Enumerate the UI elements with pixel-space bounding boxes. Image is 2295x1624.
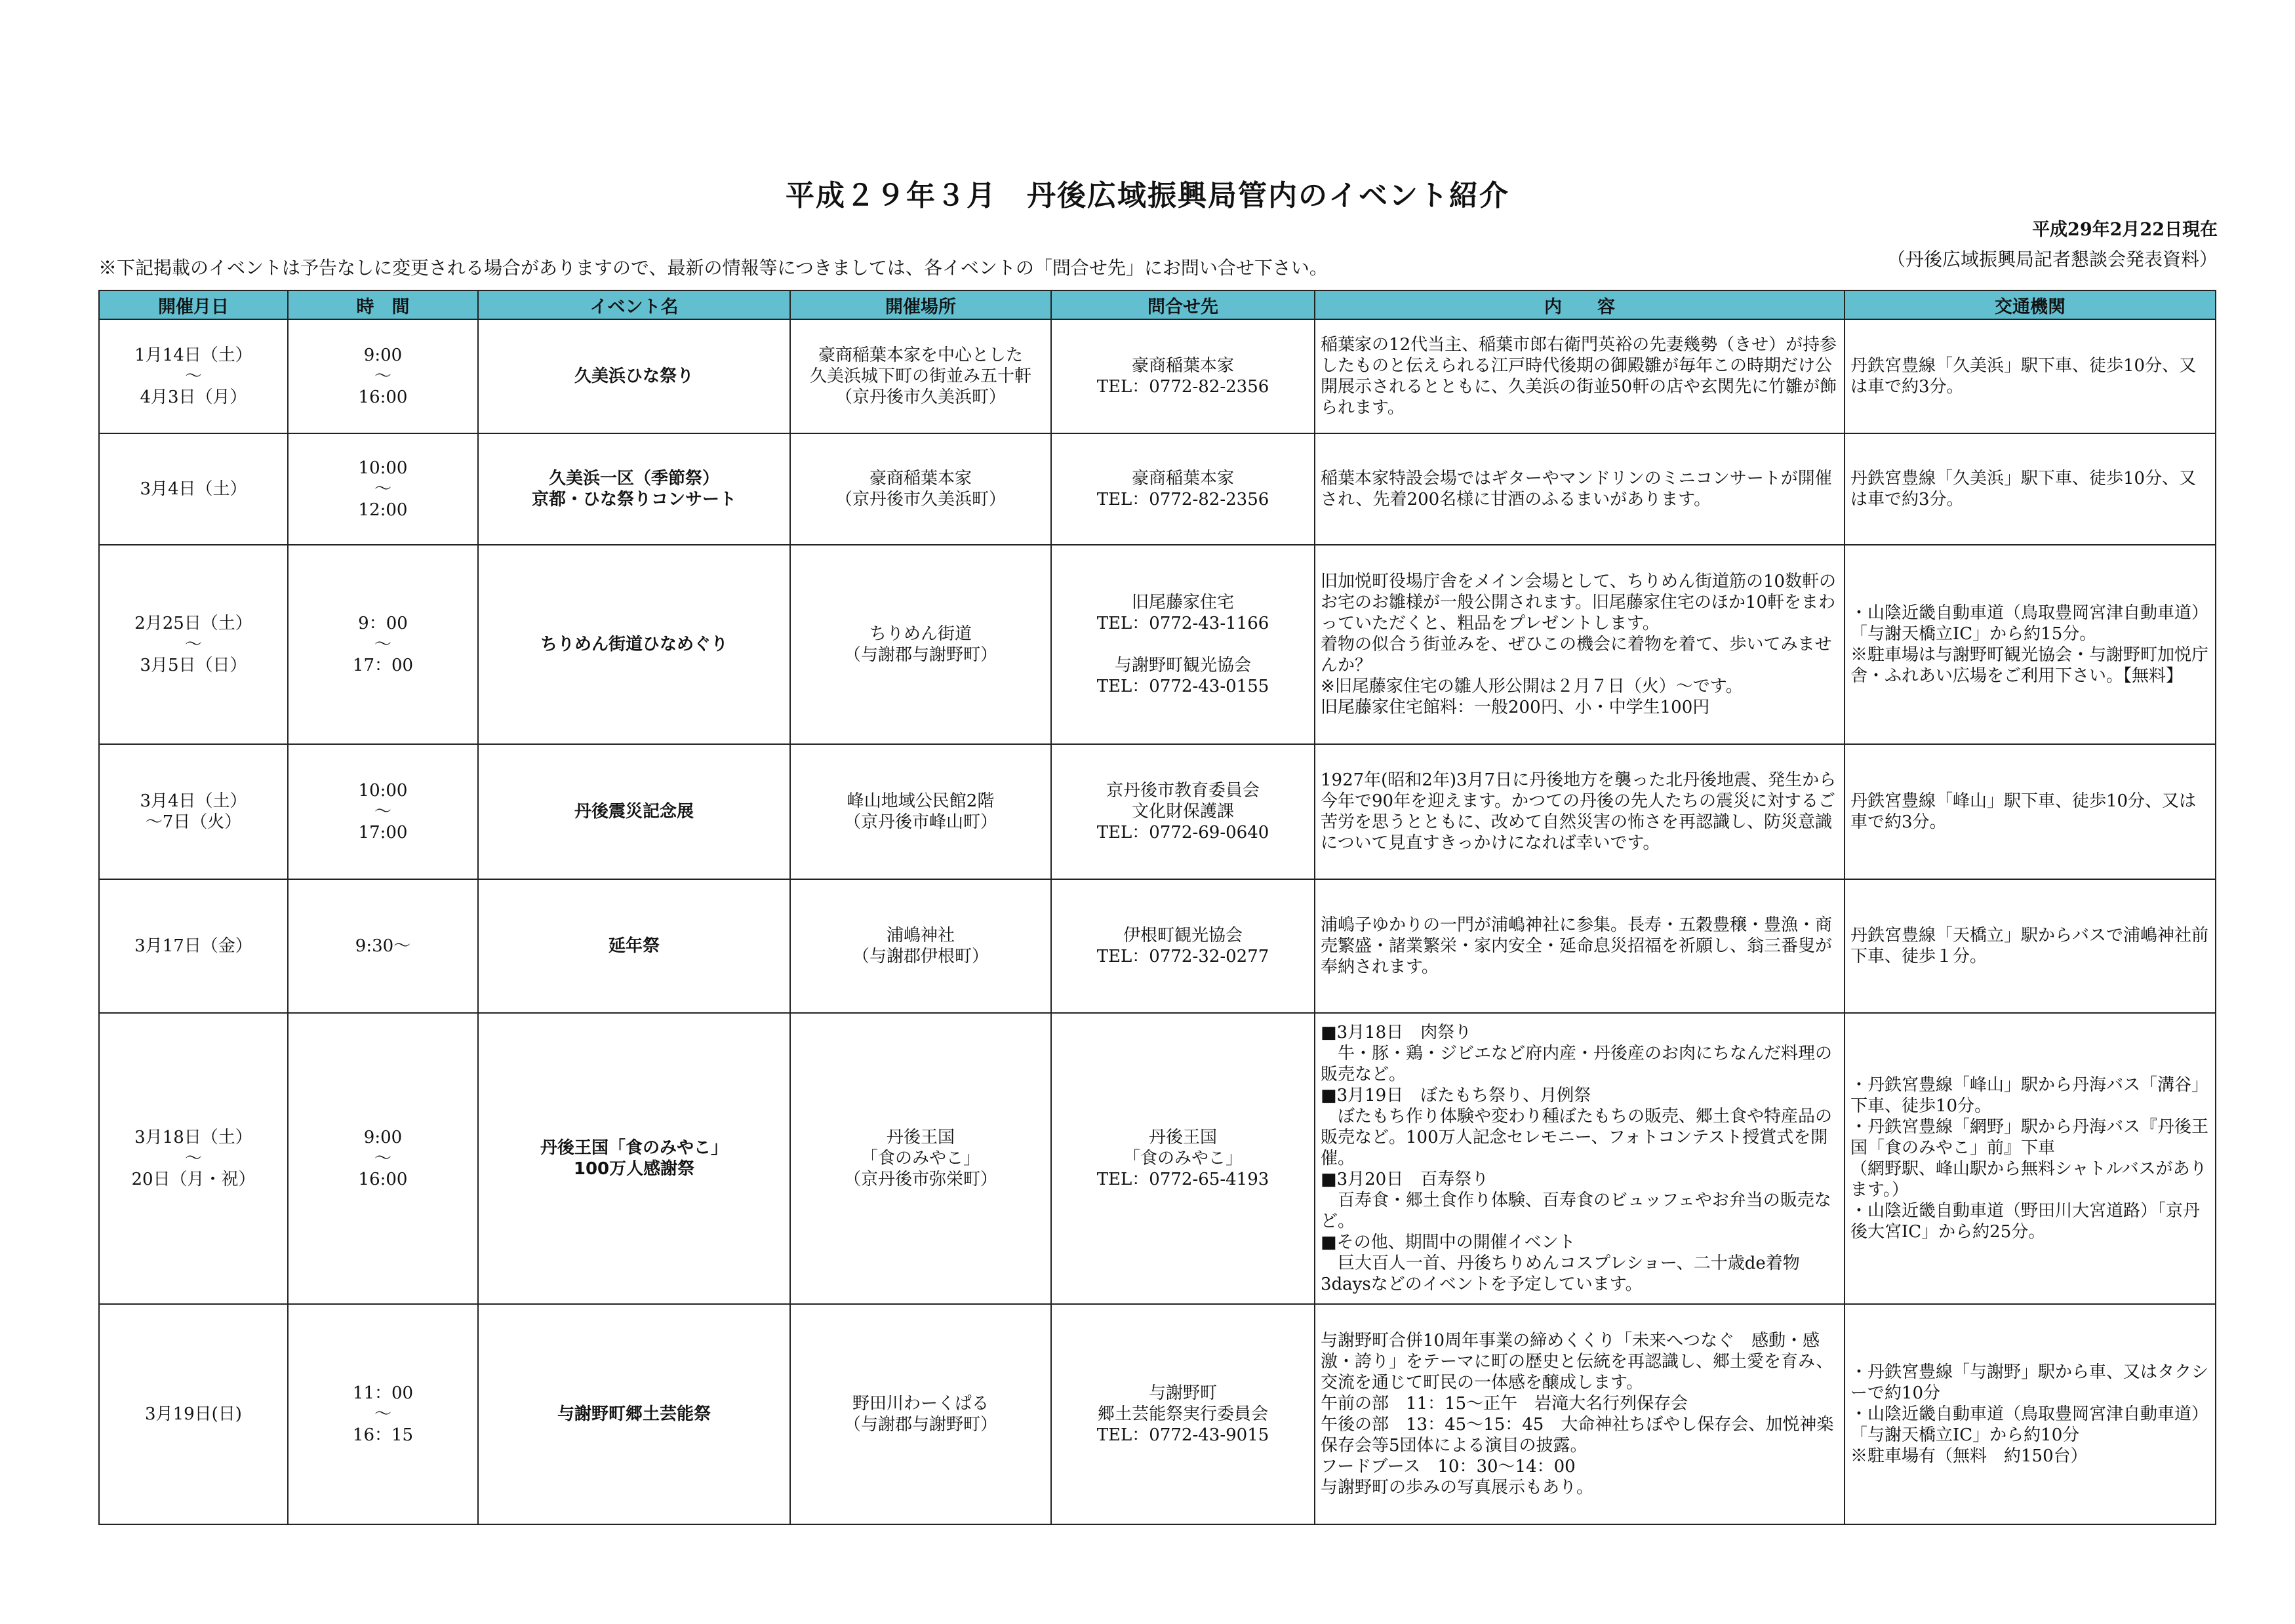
event-contact: 豪商稲葉本家 TEL：0772-82-2356	[1051, 433, 1315, 545]
event-description: ■3月18日 肉祭り 牛・豚・鶏・ジビエなど府内産・丹後産のお肉にちなんだ料理の販売など。 ■3月19日 ぼたもち祭り、月例祭 ぼたもち作り体験や変わり種ぼたもちの販売、郷土食や特産品の販売など。100万人記念セレモニー、フォトコンテスト授賞式を開催。 ■3月20日 百寿祭り 百寿食・郷土食作り体験、百寿食のビュッフェやお弁当の販売など。 ■その他、期間中の開催イベント 巨大百人一首、丹後ちりめんコスプレショー、二十歳de着物3daysなどのイベントを予定しています。	[1315, 1013, 1845, 1304]
event-transport: ・山陰近畿自動車道（鳥取豊岡宮津自動車道）「与謝天橋立IC」から約15分。 ※駐車場は与謝野町観光協会・与謝野町加悦庁舎・ふれあい広場をご利用下さい。【無料】	[1845, 545, 2216, 744]
event-transport: ・丹鉄宮豊線「与謝野」駅から車、又はタクシーで約10分 ・山陰近畿自動車道（鳥取豊岡宮津自動車道）「与謝天橋立IC」から約10分 ※駐車場有（無料 約150台）	[1845, 1304, 2216, 1524]
event-contact: 丹後王国 「食のみやこ」 TEL：0772-65-4193	[1051, 1013, 1315, 1304]
event-date: 3月17日（金）	[99, 879, 288, 1013]
header-date: 開催月日	[99, 290, 288, 319]
header-description: 内 容	[1315, 290, 1845, 319]
event-name: 与謝野町郷土芸能祭	[478, 1304, 790, 1524]
event-description: 1927年(昭和2年)3月7日に丹後地方を襲った北丹後地震、発生から今年で90年を迎えます。かつての丹後の先人たちの震災に対するご苦労を思うとともに、改めて自然災害の怖さを再認識し、防災意識について見直すきっかけになれば幸いです。	[1315, 744, 1845, 879]
event-description: 稲葉家の12代当主、稲葉市郎右衛門英裕の先妻幾勢（きせ）が持参したものと伝えられる江戸時代後期の御殿雛が毎年この時期だけ公開展示されるとともに、久美浜の街並50軒の店や玄関先に竹雛が飾られます。	[1315, 319, 1845, 433]
events-table	[98, 290, 2216, 1525]
header-time: 時 間	[288, 290, 478, 319]
event-venue: 峰山地域公民館2階 （京丹後市峰山町）	[790, 744, 1051, 879]
event-contact: 伊根町観光協会 TEL：0772-32-0277	[1051, 879, 1315, 1013]
table-row	[99, 545, 2216, 744]
header-transport: 交通機関	[1845, 290, 2216, 319]
event-description: 浦嶋子ゆかりの一門が浦嶋神社に参集。長寿・五穀豊穣・豊漁・商売繁盛・諸業繁栄・家内安全・延命息災招福を祈願し、翁三番叟が奉納されます。	[1315, 879, 1845, 1013]
event-name: 丹後王国「食のみやこ」 100万人感謝祭	[478, 1013, 790, 1304]
event-time: 10:00 ～ 17:00	[288, 744, 478, 879]
event-name: 久美浜ひな祭り	[478, 319, 790, 433]
disclaimer-note: ※下記掲載のイベントは予告なしに変更される場合がありますので、最新の情報等につきましては、各イベントの「問合せ先」にお問い合せ下さい。	[98, 257, 1328, 279]
event-date: 3月4日（土） ～7日（火）	[99, 744, 288, 879]
header-event-name: イベント名	[478, 290, 790, 319]
header-contact: 問合せ先	[1051, 290, 1315, 319]
event-date: 1月14日（土） ～ 4月3日（月）	[99, 319, 288, 433]
event-date: 2月25日（土） ～ 3月5日（日）	[99, 545, 288, 744]
event-date: 3月4日（土）	[99, 433, 288, 545]
event-venue: 豪商稲葉本家 （京丹後市久美浜町）	[790, 433, 1051, 545]
event-description: 稲葉本家特設会場ではギターやマンドリンのミニコンサートが開催され、先着200名様に甘酒のふるまいがあります。	[1315, 433, 1845, 545]
event-transport: 丹鉄宮豊線「久美浜」駅下車、徒歩10分、又は車で約3分。	[1845, 319, 2216, 433]
event-transport: 丹鉄宮豊線「久美浜」駅下車、徒歩10分、又は車で約3分。	[1845, 433, 2216, 545]
event-time: 9:00 ～ 16:00	[288, 319, 478, 433]
event-time: 9：00 ～ 17：00	[288, 545, 478, 744]
event-name: 丹後震災記念展	[478, 744, 790, 879]
event-venue: 野田川わーくぱる （与謝郡与謝野町）	[790, 1304, 1051, 1524]
event-transport: 丹鉄宮豊線「峰山」駅下車、徒歩10分、又は車で約3分。	[1845, 744, 2216, 879]
table-row	[99, 433, 2216, 545]
event-venue: ちりめん街道 （与謝郡与謝野町）	[790, 545, 1051, 744]
table-header-row	[99, 290, 2216, 319]
event-time: 9:30～	[288, 879, 478, 1013]
event-venue: 豪商稲葉本家を中心とした 久美浜城下町の街並み五十軒 （京丹後市久美浜町）	[790, 319, 1051, 433]
event-venue: 丹後王国 「食のみやこ」 （京丹後市弥栄町）	[790, 1013, 1051, 1304]
event-name: 久美浜一区（季節祭） 京都・ひな祭りコンサート	[478, 433, 790, 545]
table-row	[99, 1013, 2216, 1304]
event-name: ちりめん街道ひなめぐり	[478, 545, 790, 744]
event-contact: 旧尾藤家住宅 TEL：0772-43-1166 与謝野町観光協会 TEL：0772-43-0155	[1051, 545, 1315, 744]
page-title: 平成２９年３月 丹後広域振興局管内のイベント紹介	[786, 179, 1509, 212]
as-of-date: 平成29年2月22日現在	[2032, 220, 2218, 240]
event-contact: 与謝野町 郷土芸能祭実行委員会 TEL：0772-43-9015	[1051, 1304, 1315, 1524]
event-description: 与謝野町合併10周年事業の締めくくり「未来へつなぐ 感動・感激・誇り」をテーマに町の歴史と伝統を再認識し、郷土愛を育み、交流を通じて町民の一体感を醸成します。 午前の部 11：15～正午 岩滝大名行列保存会 午後の部 13：45～15：45 大命神社ちぼやし保存会、加悦神楽保存会等5団体による演目の披露。 フードブース 10：30～14：00 与謝野町の歩みの写真展示もあり。	[1315, 1304, 1845, 1524]
event-date: 3月18日（土） ～ 20日（月・祝）	[99, 1013, 288, 1304]
event-description: 旧加悦町役場庁舎をメイン会場として、ちりめん街道筋の10数軒のお宅のお雛様が一般公開されます。旧尾藤家住宅のほか10軒をまわっていただくと、粗品をプレゼントします。 着物の似合う街並みを、ぜひこの機会に着物を着て、歩いてみませんか？ ※旧尾藤家住宅の雛人形公開は２月７日（火）～です。 旧尾藤家住宅館料：一般200円、小・中学生100円	[1315, 545, 1845, 744]
table-row	[99, 319, 2216, 433]
event-contact: 京丹後市教育委員会 文化財保護課 TEL：0772-69-0640	[1051, 744, 1315, 879]
event-venue: 浦嶋神社 （与謝郡伊根町）	[790, 879, 1051, 1013]
header-venue: 開催場所	[790, 290, 1051, 319]
event-transport: 丹鉄宮豊線「天橋立」駅からバスで浦嶋神社前下車、徒歩１分。	[1845, 879, 2216, 1013]
event-time: 10:00 ～ 12:00	[288, 433, 478, 545]
event-contact: 豪商稲葉本家 TEL：0772-82-2356	[1051, 319, 1315, 433]
event-name: 延年祭	[478, 879, 790, 1013]
table-row	[99, 744, 2216, 879]
table-row	[99, 879, 2216, 1013]
table-row	[99, 1304, 2216, 1524]
event-time: 9:00 ～ 16:00	[288, 1013, 478, 1304]
event-time: 11：00 ～ 16：15	[288, 1304, 478, 1524]
event-transport: ・丹鉄宮豊線「峰山」駅から丹海バス「溝谷」下車、徒歩10分。 ・丹鉄宮豊線「網野」駅から丹海バス『丹後王国「食のみやこ」前』下車 （網野駅、峰山駅から無料シャトルバスがあります。） ・山陰近畿自動車道（野田川大宮道路）「京丹後大宮IC」から約25分。	[1845, 1013, 2216, 1304]
source-note: （丹後広域振興局記者懇談会発表資料）	[1886, 248, 2218, 270]
event-date: 3月19日(日)	[99, 1304, 288, 1524]
